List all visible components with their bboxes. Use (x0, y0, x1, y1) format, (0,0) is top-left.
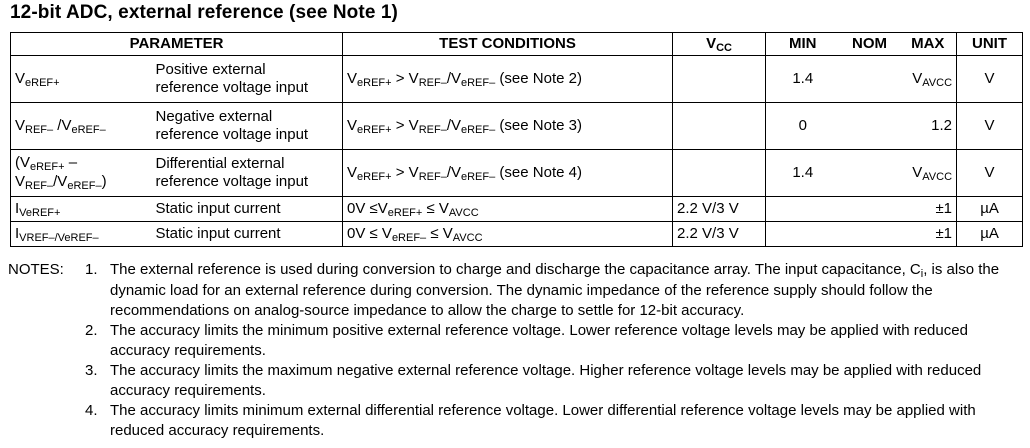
table-row (11, 222, 1023, 247)
text-run: V (15, 173, 26, 190)
text-run: V (912, 163, 923, 181)
notes-label (8, 361, 76, 401)
note-item (8, 361, 1024, 401)
spec-table (10, 32, 1023, 247)
text-run: ) (101, 173, 107, 190)
vcc-value: 2.2 V/3 V (673, 197, 766, 222)
text-run: > V (391, 69, 419, 87)
vcc-value (673, 150, 766, 197)
text-run: (V (15, 154, 30, 171)
param-description-line: reference voltage input (155, 173, 309, 190)
param-description (152, 103, 343, 150)
subscript: eREF+ (30, 161, 65, 173)
text-run: /V (446, 116, 461, 134)
subscript: eREF– (71, 123, 106, 136)
text-run: V (347, 163, 358, 181)
note-item (8, 321, 1024, 361)
test-conditions (343, 103, 673, 150)
text-run: ≤ V (422, 199, 449, 217)
table-row (11, 197, 1023, 222)
max-value (900, 56, 957, 103)
max-value (900, 197, 957, 222)
param-description-line: reference voltage input (155, 126, 309, 143)
subscript: AVCC (922, 170, 953, 183)
note-number: 2. (85, 322, 98, 339)
text-run: 1.2 (931, 117, 953, 134)
nom-value (840, 197, 900, 222)
subscript: eREF– (461, 170, 496, 183)
param-symbol (11, 103, 152, 150)
max-value (900, 103, 957, 150)
header-unit: UNIT (957, 33, 1023, 56)
text-run: The accuracy limits the minimum positive external reference voltage. Lower reference voltage levels may be applied with reduced accuracy requirements. (110, 322, 968, 359)
nom-value (840, 103, 900, 150)
vcc-value: 2.2 V/3 V (673, 222, 766, 247)
param-description-line: Static input current (155, 200, 281, 217)
text-run: V (15, 116, 26, 134)
note-number: 3. (85, 362, 98, 379)
param-symbol-line (15, 154, 148, 173)
param-description (152, 150, 343, 197)
notes-label: NOTES: (8, 261, 64, 278)
subscript: VeREF+ (19, 206, 61, 219)
unit-value: V (957, 150, 1023, 197)
min-value: 1.4 (766, 150, 840, 197)
text-run: V (347, 116, 358, 134)
note-item (8, 401, 1024, 441)
text-run: ±1 (935, 200, 953, 217)
test-conditions (343, 56, 673, 103)
unit-value: V (957, 56, 1023, 103)
max-value (900, 222, 957, 247)
notes-section (8, 260, 1024, 441)
subscript: eREF– (461, 76, 496, 89)
subscript: REF– (25, 180, 54, 192)
subscript: AVCC (922, 76, 953, 89)
text-run: ≤ V (426, 224, 453, 242)
subscript: VREF–/VeREF– (19, 231, 99, 244)
header-vcc-sub: CC (716, 41, 732, 54)
test-conditions (343, 150, 673, 197)
min-value (766, 197, 840, 222)
subscript: REF– (418, 76, 447, 89)
subscript: eREF+ (357, 123, 392, 136)
text-run: I (15, 199, 20, 217)
subscript: REF– (418, 170, 447, 183)
subscript: REF– (25, 123, 54, 136)
text-run: I (15, 224, 20, 242)
vcc-value (673, 103, 766, 150)
text-run: – (64, 154, 78, 171)
param-description-line: reference voltage input (155, 79, 309, 96)
text-run: The accuracy limits the maximum negative external reference voltage. Higher reference voltage levels may be applied with reduced accuracy requirements. (110, 362, 982, 399)
table-row (11, 56, 1023, 103)
table-row (11, 150, 1023, 197)
param-description (152, 197, 343, 222)
min-value (766, 222, 840, 247)
note-text (110, 260, 1024, 321)
param-symbol (11, 222, 152, 247)
subscript: eREF+ (387, 206, 423, 219)
param-symbol (11, 197, 152, 222)
subscript: i (920, 268, 924, 280)
subscript: eREF– (67, 180, 102, 192)
header-parameter: PARAMETER (11, 33, 343, 56)
text-run: (see Note 4) (495, 163, 582, 181)
subscript: eREF+ (25, 76, 60, 89)
notes-label (8, 321, 76, 361)
note-text (110, 361, 1024, 401)
subscript: AVCC (452, 231, 483, 244)
header-vcc-main: V (706, 34, 717, 52)
note-text (110, 321, 1024, 361)
text-run: The accuracy limits minimum external differential reference voltage. Lower differential reference voltage levels may be applied with reduced accuracy requirements. (110, 402, 976, 439)
test-conditions (343, 222, 673, 247)
table-row (11, 103, 1023, 150)
max-value (900, 150, 957, 197)
test-conditions (343, 197, 673, 222)
note-number: 4. (85, 402, 98, 419)
text-run: /V (446, 163, 461, 181)
note-item (8, 260, 1024, 321)
header-max: MAX (900, 33, 957, 56)
param-description-line: Static input current (155, 225, 281, 242)
vcc-value (673, 56, 766, 103)
param-description-line: Positive external (155, 61, 266, 78)
subscript: REF– (418, 123, 447, 136)
nom-value (840, 56, 900, 103)
unit-value: µA (957, 197, 1023, 222)
nom-value (840, 150, 900, 197)
subscript: eREF+ (357, 170, 392, 183)
text-run: /V (53, 116, 72, 134)
param-description-line: Differential external (155, 155, 285, 172)
text-run: V (347, 69, 358, 87)
header-min: MIN (766, 33, 840, 56)
min-value: 0 (766, 103, 840, 150)
nom-value (840, 222, 900, 247)
subscript: eREF– (391, 231, 427, 244)
text-run: /V (446, 69, 461, 87)
text-run: V (912, 69, 923, 87)
min-value: 1.4 (766, 56, 840, 103)
header-test-conditions: TEST CONDITIONS (343, 33, 673, 56)
notes-label (8, 401, 76, 441)
text-run: V (15, 69, 26, 87)
param-symbol (11, 150, 152, 197)
unit-value: µA (957, 222, 1023, 247)
param-description (152, 222, 343, 247)
text-run: /V (53, 173, 68, 190)
param-symbol-line (15, 173, 148, 192)
text-run: , is also the dynamic load for an external reference during conversion. The dynamic impedance of the reference supply should follow the recommendations on analog-source impedance to allow the charge to settle for 12-bit accuracy. (110, 261, 1000, 319)
param-symbol (11, 56, 152, 103)
unit-value: V (957, 103, 1023, 150)
table-title: 12-bit ADC, external reference (see Note 1) (10, 2, 398, 23)
header-vcc (673, 33, 766, 56)
param-description-line: Negative external (155, 108, 273, 125)
text-run: 0V ≤V (347, 199, 388, 217)
text-run: (see Note 2) (495, 69, 582, 87)
text-run: (see Note 3) (495, 116, 582, 134)
text-run: The external reference is used during conversion to charge and discharge the capacitance array. The input capacitance, C (110, 261, 921, 278)
text-run: ±1 (935, 225, 953, 242)
note-text (110, 401, 1024, 441)
subscript: eREF– (461, 123, 496, 136)
text-run: > V (391, 163, 419, 181)
header-nom: NOM (840, 33, 900, 56)
text-run: > V (391, 116, 419, 134)
header-row (11, 33, 1023, 56)
param-description (152, 56, 343, 103)
subscript: AVCC (448, 206, 479, 219)
note-number: 1. (85, 261, 98, 278)
text-run: 0V ≤ V (347, 224, 392, 242)
subscript: eREF+ (357, 76, 392, 89)
